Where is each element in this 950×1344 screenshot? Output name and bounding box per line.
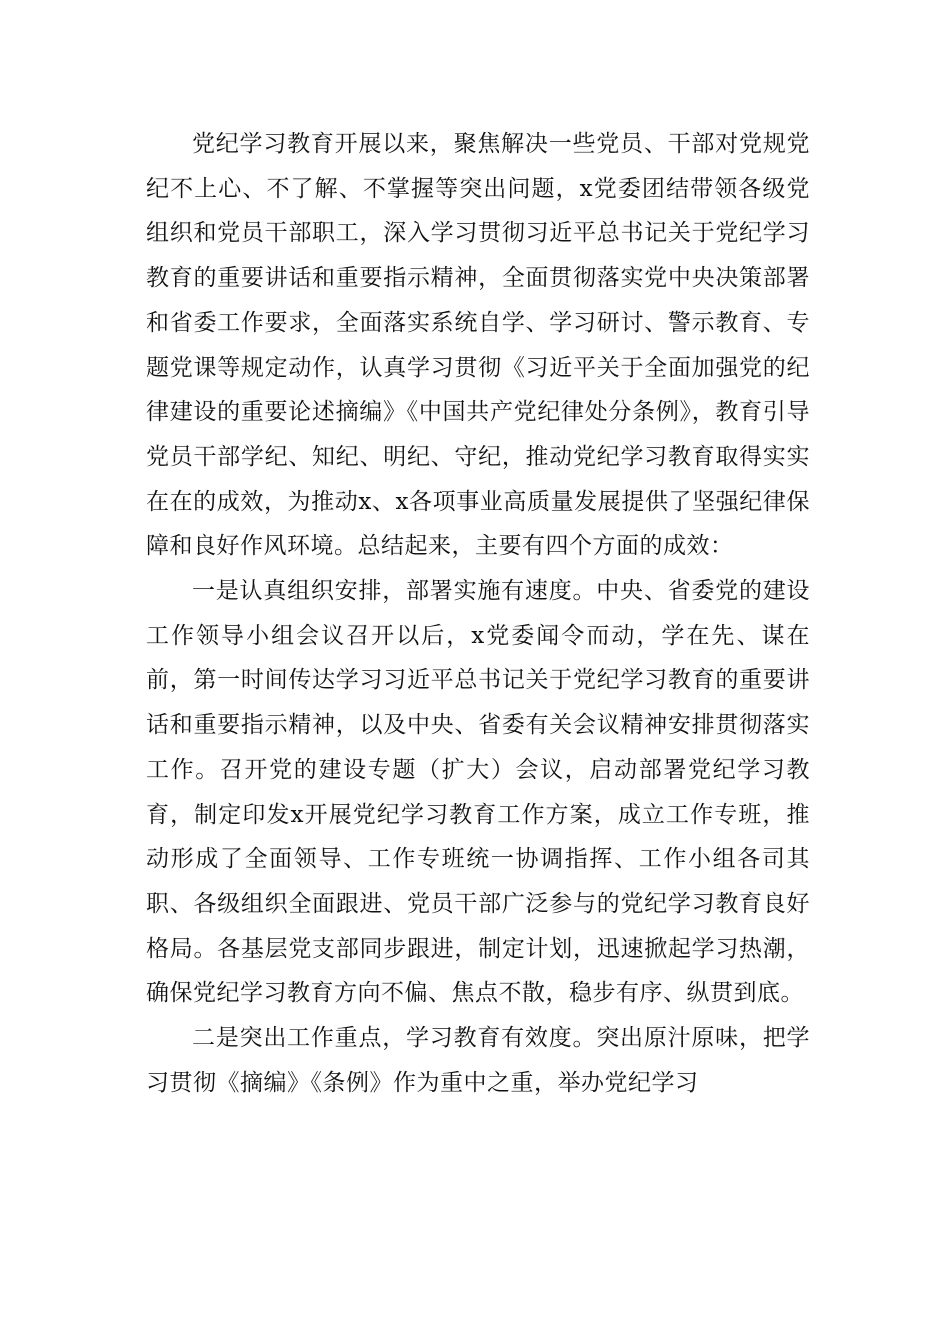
paragraph-point-one: 一是认真组织安排，部署实施有速度。中央、省委党的建设工作领导小组会议召开以后，x党委闻令而动，学在先、谋在前，第一时间传达学习习近平总书记关于党纪学习教育的重要讲话和重要指示精神，以及中央、省委有关会议精神安排贯彻落实工作。召开党的建设专题（扩大）会议，启动部署党纪学习教育，制定印发x开展党纪学习教育工作方案，成立工作专班，推动形成了全面领导、工作专班统一协调指挥、工作小组各司其职、各级组织全面跟进、党员干部广泛参与的党纪学习教育良好格局。各基层党支部同步跟进，制定计划，迅速掀起学习热潮，确保党纪学习教育方向不偏、焦点不散，稳步有序、纵贯到底。	[146, 578, 810, 1007]
document-body	[146, 122, 810, 1105]
paragraph-point-two: 二是突出工作重点，学习教育有效度。突出原汁原味，把学习贯彻《摘编》《条例》作为重中之重，举办党纪学习	[146, 1025, 810, 1096]
paragraph-intro: 党纪学习教育开展以来，聚焦解决一些党员、干部对党规党纪不上心、不了解、不掌握等突出问题，x党委团结带领各级党组织和党员干部职工，深入学习贯彻习近平总书记关于党纪学习教育的重要讲话和重要指示精神，全面贯彻落实党中央决策部署和省委工作要求，全面落实系统自学、学习研讨、警示教育、专题党课等规定动作，认真学习贯彻《习近平关于全面加强党的纪律建设的重要论述摘编》《中国共产党纪律处分条例》，教育引导党员干部学纪、知纪、明纪、守纪，推动党纪学习教育取得实实在在的成效，为推动x、x各项事业高质量发展提供了坚强纪律保障和良好作风环境。总结起来，主要有四个方面的成效：	[146, 131, 810, 560]
